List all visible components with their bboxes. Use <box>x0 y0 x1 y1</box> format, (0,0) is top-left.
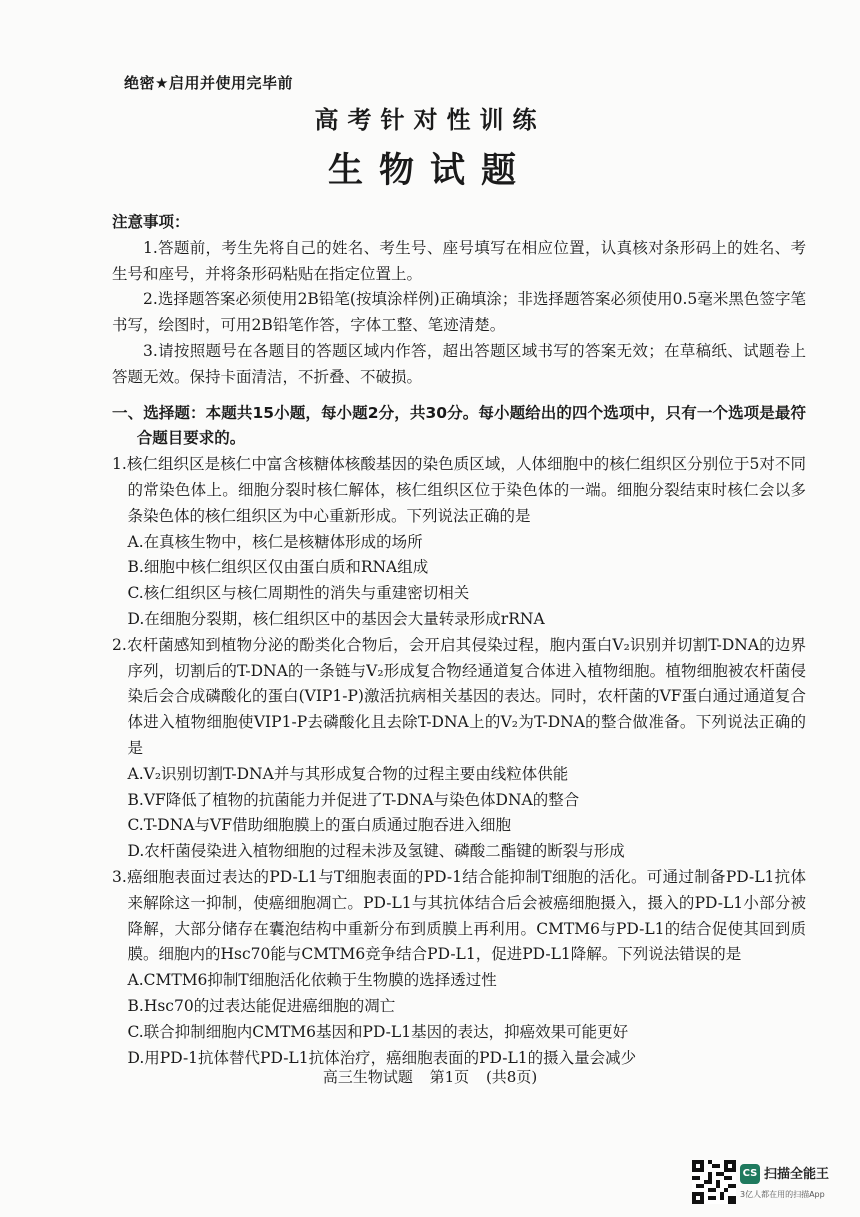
option-a: A.CMTM6抑制T细胞活化依赖于生物膜的选择透过性 <box>127 971 497 990</box>
notice-title: 注意事项： <box>112 213 190 231</box>
option-b: B.细胞中核仁组织区仅由蛋白质和RNA组成 <box>127 558 429 577</box>
secret-label: 绝密★启用并使用完毕前 <box>124 74 293 92</box>
section-heading: 一、选择题：本题共15小题，每小题2分，共30分。每小题给出的四个选项中，只有一个选项是最符合题目要求的。 <box>112 403 806 448</box>
option-d: D.用PD-1抗体替代PD-L1抗体治疗，癌细胞表面的PD-L1的摄入量会减少 <box>127 1048 637 1067</box>
notice-item-3: 3.请按照题号在各题目的答题区域内作答，超出答题区域书写的答案无效；在草稿纸、试题卷上答题无效。保持卡面清洁，不折叠、不破损。 <box>112 341 806 386</box>
footer-page: 第1页 <box>429 1068 470 1086</box>
option-c: C.核仁组织区与核仁周期性的消失与重建密切相关 <box>127 584 470 603</box>
exam-content <box>112 210 806 1071</box>
notice-item-2: 2.选择题答案必须使用2B铅笔(按填涂样例)正确填涂；非选择题答案必须使用0.5毫米黑色签字笔书写，绘图时，可用2B铅笔作答，字体工整、笔迹清楚。 <box>112 290 806 335</box>
footer-total: (共8页) <box>485 1068 538 1086</box>
scanner-name: 扫描全能王 <box>764 1167 830 1182</box>
option-b: B.Hsc70的过表达能促进癌细胞的凋亡 <box>127 996 396 1015</box>
scanner-tagline: 3亿人都在用的扫描App <box>740 1190 825 1199</box>
option-c: C.T-DNA与VF借助细胞膜上的蛋白质通过胞吞进入细胞 <box>127 816 511 835</box>
question-stem: 3.癌细胞表面过表达的PD-L1与T细胞表面的PD-1结合能抑制T细胞的活化。可通过制备PD-L1抗体来解除这一抑制，使癌细胞凋亡。PD-L1与其抗体结合后会被癌细胞摄入，摄入的PD-L1小部分被降解，大部分储存在囊泡结构中重新分布到质膜上再利用。CMTM6与PD-L1的结合促使其回到质膜。细胞内的Hsc70能与CMTM6竞争结合PD-L1，促进PD-L1降解。下列说法错误的是 <box>112 867 806 964</box>
question-2 <box>112 633 806 865</box>
question-1 <box>112 452 806 633</box>
subject-title: 生物试题 <box>327 151 532 191</box>
option-a: A.V₂识别切割T-DNA并与其形成复合物的过程主要由线粒体供能 <box>127 764 569 783</box>
option-a: A.在真核生物中，核仁是核糖体形成的场所 <box>127 532 423 551</box>
question-stem: 2.农杆菌感知到植物分泌的酚类化合物后，会开启其侵染过程，胞内蛋白V₂识别并切割T-DNA的边界序列，切割后的T-DNA的一条链与V₂形成复合物经通道复合体进入植物细胞。植物细胞被农杆菌侵染后会合成磷酸化的蛋白(VIP1-P)激活抗病相关基因的表达。同时，农杆菌的VF蛋白通过通道复合体进入植物细胞使VIP1-P去磷酸化且去除T-DNA上的V₂为T-DNA的整合做准备。下列说法正确的是 <box>112 635 806 757</box>
page-footer <box>0 1066 860 1087</box>
option-c: C.联合抑制细胞内CMTM6基因和PD-L1基因的表达，抑癌效果可能更好 <box>127 1022 629 1041</box>
question-stem: 1.核仁组织区是核仁中富含核糖体核酸基因的染色质区域，人体细胞中的核仁组织区分别位于5对不同的常染色体上。细胞分裂时核仁解体，核仁组织区位于染色体的一端。细胞分裂结束时核仁会以多条染色体的核仁组织区为中心重新形成。下列说法正确的是 <box>112 455 806 525</box>
option-d: D.在细胞分裂期，核仁组织区中的基因会大量转录形成rRNA <box>127 609 545 628</box>
option-b: B.VF降低了植物的抗菌能力并促进了T-DNA与染色体DNA的整合 <box>127 790 580 809</box>
footer-title: 高三生物试题 <box>322 1068 413 1086</box>
question-3 <box>112 865 806 1071</box>
option-d: D.农杆菌侵染进入植物细胞的过程未涉及氢键、磷酸二酯键的断裂与形成 <box>127 842 625 861</box>
qr-code-icon <box>692 1160 736 1204</box>
exam-title: 高考针对性训练 <box>314 106 546 134</box>
scanner-watermark <box>692 1160 842 1208</box>
scanner-logo: CS <box>740 1164 760 1184</box>
notice-item-1: 1.答题前，考生先将自己的姓名、考生号、座号填写在相应位置，认真核对条形码上的姓名、考生号和座号，并将条形码粘贴在指定位置上。 <box>112 238 806 283</box>
